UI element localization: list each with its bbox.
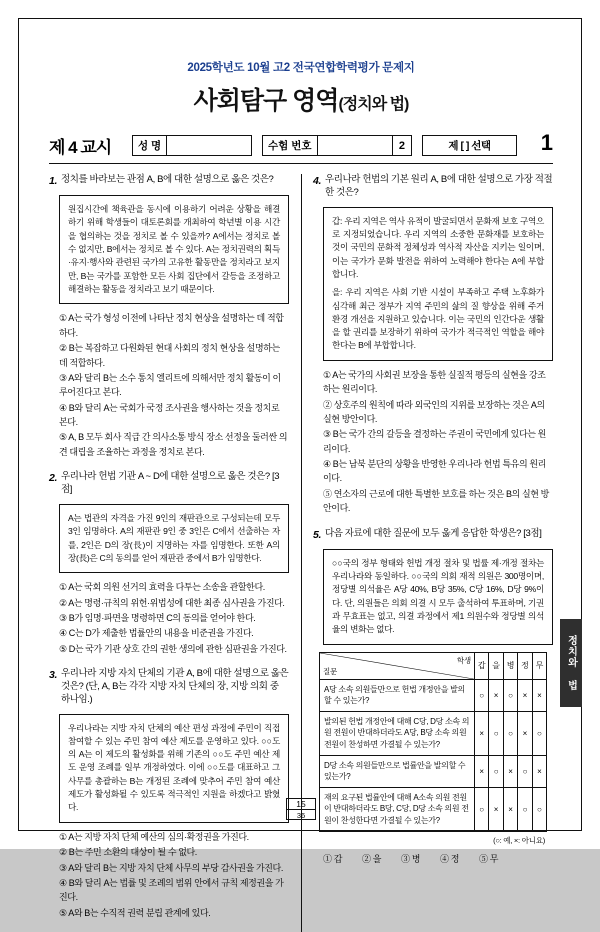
choice-5[interactable]: ⑤ A, B 모두 회사 직급 간 의사소통 방식 장소 선정을 둘러싼 의견 대립을 조율하는 과정을 정치로 본다.: [59, 432, 288, 457]
table-answer-cell: ○: [518, 755, 532, 787]
table-answer-cell: ×: [474, 755, 488, 787]
question-number: 4.: [313, 175, 321, 187]
stimulus-box: [59, 714, 289, 823]
table-header-row: [320, 652, 547, 679]
question-stem: 우리나라 헌법 기관 A ~ D에 대한 설명으로 옳은 것은? [3점]: [60, 471, 280, 496]
name-field[interactable]: [132, 135, 252, 156]
choice-2[interactable]: ② A는 명령·규칙의 위헌·위법성에 대한 최종 심사권을 가진다.: [59, 597, 285, 608]
question-number: 1.: [49, 175, 57, 187]
header-divider: [49, 163, 553, 164]
exam-info-bar: [49, 131, 553, 161]
stimulus-paragraph: A는 법관의 자격을 가진 9인의 재판관으로 구성되는데 모두 3인 임명하다. A의 재판관 9인 중 3인은 C에서 선출하는 자를, 2인은 D의 장(長)이 지명하는 자를 임명한다. 또한 A의 장(長)은 C의 동의를 얻어 재판관 중에서 B가 임명한다.: [68, 512, 280, 563]
response-table: [319, 652, 547, 832]
left-column: [49, 174, 289, 932]
question-stem: 우리나라 지방 자치 단체의 기관 A, B에 대한 설명으로 옳은 것은? (단, A, B는 각각 지방 자치 단체의 장, 지방 의회 중 하나임.): [60, 668, 289, 705]
choice-3[interactable]: ③ A와 달리 B는 소수 통치 엘리트에 의해서만 정치 활동이 이루어진다고 본다.: [59, 372, 281, 398]
period-label: 제 4 교시: [49, 138, 112, 157]
question-5: [313, 528, 553, 865]
subject-title: 사회탐구 영역: [193, 87, 339, 115]
choice-3[interactable]: ③ B가 임명·파면을 명령하면 C의 동의를 얻어야 한다.: [59, 612, 256, 623]
choice-list: [323, 852, 553, 865]
choice-3[interactable]: ③ B는 국가 간의 갈등을 결정하는 주권이 국민에게 있다는 원리이다.: [323, 429, 546, 454]
table-answer-cell: ○: [489, 755, 503, 787]
selection-field[interactable]: [422, 135, 517, 156]
choice-5[interactable]: ⑤ D는 국가 기관 상호 간의 권한 생의에 관한 심판권을 가진다.: [59, 643, 287, 654]
stimulus-box: [323, 207, 553, 361]
table-corner-cell: [320, 652, 475, 679]
name-label: 성 명: [133, 136, 167, 155]
table-question-cell: D당 소속 의원들만으로 법률안을 발의할 수 있는가?: [320, 755, 475, 787]
question-stem: 다음 자료에 대한 질문에 모두 옳게 응답한 학생은? [3점]: [324, 527, 542, 539]
subject-side-tab-label: 정치와 법: [565, 635, 577, 691]
subject-subtitle: (정치와 법): [338, 96, 409, 113]
question-3: [49, 668, 289, 920]
choice-5[interactable]: ⑤ 연소자의 근로에 대한 특별한 보호를 하는 것은 B의 실현 방안이다.: [323, 488, 549, 514]
stimulus-box: [59, 195, 289, 304]
table-answer-cell: ×: [532, 755, 546, 787]
choice-1[interactable]: ① A는 지방 자치 단체 예산의 심의·확정권을 가진다.: [59, 831, 249, 842]
stimulus-paragraph: ○○국의 정부 형태와 헌법 개정 절차 및 법률 제·개정 절차는 우리나라와 동일하다. ○○국의 의회 재적 의원은 300명이며, 정당별 의석율은 A당 40%, B당 35%, C당 16%, D당 9%이다. 단, 의원들은 의회 의결 시 모두 출석하여 투표하며, 기권과 무효표는 없고, 의결 과정에서 제1 의원수와 정당별 의석율의 변화는 없다.: [332, 557, 544, 635]
table-answer-cell: ○: [489, 711, 503, 755]
choice-5[interactable]: ⑤ A와 B는 수직적 권력 분립 관계에 있다.: [59, 907, 211, 918]
table-col-header: 을: [489, 652, 503, 679]
choice-4[interactable]: ④ B와 달리 A는 법률 및 조례의 범위 안에서 규칙 제정권을 가진다.: [59, 877, 284, 903]
choice-4[interactable]: ④ B는 남북 분단의 상황을 반영한 우리나라 헌법 특유의 원리이다.: [323, 459, 546, 484]
table-answer-cell: ○: [518, 787, 532, 831]
table-question-cell: 발의된 헌법 개정안에 대해 C당, D당 소속 의원 전원이 반대하더라도 A당, B당 소속 의원 전원이 찬성하면 가결될 수 있는가?: [320, 711, 475, 755]
exam-number-digit: 2: [392, 136, 411, 155]
table-question-cell: A당 소속 의원들만으로 헌법 개정안을 발의할 수 있는가?: [320, 679, 475, 711]
diagonal-line-icon: [320, 653, 474, 679]
table-answer-cell: ○: [532, 787, 546, 831]
name-input[interactable]: [167, 136, 251, 155]
table-answer-cell: ○: [503, 711, 517, 755]
table-legend: (○: 예, ×: 아니요): [493, 835, 545, 845]
choice-1[interactable]: ① A는 국가 형성 이전에 나타난 정치 현상을 설명하는 데 적합하다.: [59, 313, 284, 338]
exam-number-input[interactable]: [318, 136, 392, 155]
choice-list: [59, 830, 289, 920]
table-col-header: 정: [518, 652, 532, 679]
choice-4[interactable]: ④ 정: [440, 853, 459, 864]
stimulus-dialogue-gap: 갑: 우리 지역은 역사 유적이 발굴되면서 문화재 보호 구역으로 지정되었습니다. 우리 지역의 소중한 문화재를 보호하는 것이 국민의 문화적 정체성과 역사적 자산을 지키는 일이며, 이는 국가가 문화 발전을 위하여 노력해야 한다는 A에 부합합니다.: [332, 215, 544, 279]
exam-number-field[interactable]: [262, 135, 412, 156]
choice-list: [323, 368, 553, 516]
page-content: [49, 59, 553, 918]
page-border: [18, 18, 582, 918]
choice-4[interactable]: ④ B와 달리 A는 국회가 국정 조사권을 행사하는 것을 정치로 본다.: [59, 402, 280, 428]
table-answer-cell: ○: [474, 787, 488, 831]
choice-1[interactable]: ① A는 국가의 사회권 보장을 통한 실질적 평등의 실현을 강조하는 원리이다.: [323, 369, 546, 395]
choice-4[interactable]: ④ C는 D가 제출한 법률안의 내용을 비준권을 가진다.: [59, 628, 254, 639]
table-question-cell: 재의 요구된 법률안에 대해 A소속 의원 전원이 반대하더라도 B당, C당, D당 소속 의원 전원이 찬성한다면 가결될 수 있는가?: [320, 787, 475, 831]
selection-label: 제 [ ] 선택: [448, 140, 491, 152]
choice-2[interactable]: ② B는 주민 소환의 대상이 될 수 없다.: [59, 847, 197, 858]
table-col-header: 병: [503, 652, 517, 679]
table-answer-cell: ×: [489, 679, 503, 711]
stimulus-box: [59, 504, 289, 573]
page-title: [49, 81, 553, 117]
table-row: [320, 679, 547, 711]
choice-2[interactable]: ② 상호주의 원칙에 따라 외국인의 지위를 보장하는 것은 A의 실현 방안이다.: [323, 399, 545, 424]
table-answer-cell: ×: [503, 755, 517, 787]
stimulus-box: [323, 549, 553, 645]
question-stem: 정치를 바라보는 관점 A, B에 대한 설명으로 옳은 것은?: [60, 174, 274, 185]
table-corner-bottom-label: 질문: [323, 666, 337, 676]
choice-1[interactable]: ① 갑: [323, 853, 342, 864]
table-answer-cell: ×: [474, 711, 488, 755]
question-2: [49, 471, 289, 656]
table-col-header: 갑: [474, 652, 488, 679]
table-row: [320, 755, 547, 787]
subject-side-tab: [560, 619, 582, 707]
right-column: [313, 174, 553, 932]
stimulus-paragraph: 원집시간에 책육관을 동시에 이용하기 어려운 상황을 해결하기 위해 학생들이 대토론회를 개최하여 학년별 이용 시간을 협의하는 것을 정치로 볼 수 있을까? A에서는 정치로 볼 수 없지만, B에서는 정치로 볼 수 있다. A는 정치권력의 획득·유지·행사와 관련된 국가의 고유한 활동만을 정치라고 보지만, B는 국가를 포함한 모든 사회 집단에서 갈등을 조정하고 해결하는 활동을 정치라고 보기 때문이다.: [68, 204, 280, 295]
choice-5[interactable]: ⑤ 무: [479, 853, 498, 864]
table-answer-cell: ×: [489, 787, 503, 831]
table-row: [320, 711, 547, 755]
table-corner-top-label: 학생: [456, 655, 471, 665]
question-4: [313, 174, 553, 516]
page-footer: [286, 798, 316, 820]
booklet-number: 1: [540, 130, 553, 155]
table-answer-cell: ○: [503, 679, 517, 711]
stimulus-paragraph: 우리나라는 지방 자치 단체의 예산 편성 과정에 주민이 직접 참여할 수 있는 주민 참여 예산 제도를 운영하고 있다. ○○도의 A는 이 제도의 활성화를 위해 기존의 ○○도 주민 예산 제도 운영 조례를 일부 개정하였다. 이에 ○○도를 대표하고 그 사무를 총괄하는 B는 개정된 조례에 맞추어 주민 참여 예산 제도가 활성화될 수 있도록 적극적인 지원을 하겠다고 밝혔다.: [68, 722, 280, 813]
exam-number-label: 수험 번호: [263, 136, 318, 155]
question-1: [49, 174, 289, 459]
table-answer-cell: ×: [518, 679, 532, 711]
table-row: [320, 787, 547, 831]
question-number: 5.: [313, 528, 321, 541]
choice-3[interactable]: ③ A와 달리 B는 지방 자치 단체 사무의 부당 감사권을 가진다.: [59, 862, 283, 873]
footer-page-number: 15: [287, 799, 315, 810]
table-answer-cell: ×: [532, 679, 546, 711]
choice-2[interactable]: ② 을: [362, 853, 381, 864]
table-answer-cell: ○: [474, 679, 488, 711]
footer-total-pages: 36: [296, 811, 306, 820]
choice-1[interactable]: ① A는 국회 의원 선거의 효력을 다투는 소송을 관할한다.: [59, 582, 265, 593]
exam-subtitle: 2025학년도 10월 고2 전국연합학력평가 문제지: [187, 62, 415, 74]
choice-list: [59, 311, 289, 459]
table-col-header: 무: [532, 652, 546, 679]
question-number: 2.: [49, 472, 57, 485]
choice-3[interactable]: ③ 병: [401, 853, 420, 864]
question-stem: 우리나라 헌법의 기본 원리 A, B에 대한 설명으로 가장 적절한 것은?: [324, 174, 553, 198]
choice-list: [59, 580, 289, 656]
table-answer-cell: ○: [532, 711, 546, 755]
stimulus-dialogue-eul: 을: 우리 지역은 사회 기반 시설이 부족하고 주택 노후화가 심각해 최근 정부가 지역 주민의 삶의 질 향상을 위해 주거 환경 개선을 지원하고 있습니다. 이는 국민의 인간다운 생활을 할 권리를 보장하기 위하여 국가가 적극적인 역할을 해야 한다는 B에 부합합니다.: [332, 287, 544, 351]
table-answer-cell: ×: [503, 787, 517, 831]
question-number: 3.: [49, 669, 57, 682]
table-answer-cell: ×: [518, 711, 532, 755]
choice-2[interactable]: ② B는 복잡하고 다원화된 현대 사회의 정치 현상을 설명하는 데 적합하다.: [59, 343, 280, 368]
